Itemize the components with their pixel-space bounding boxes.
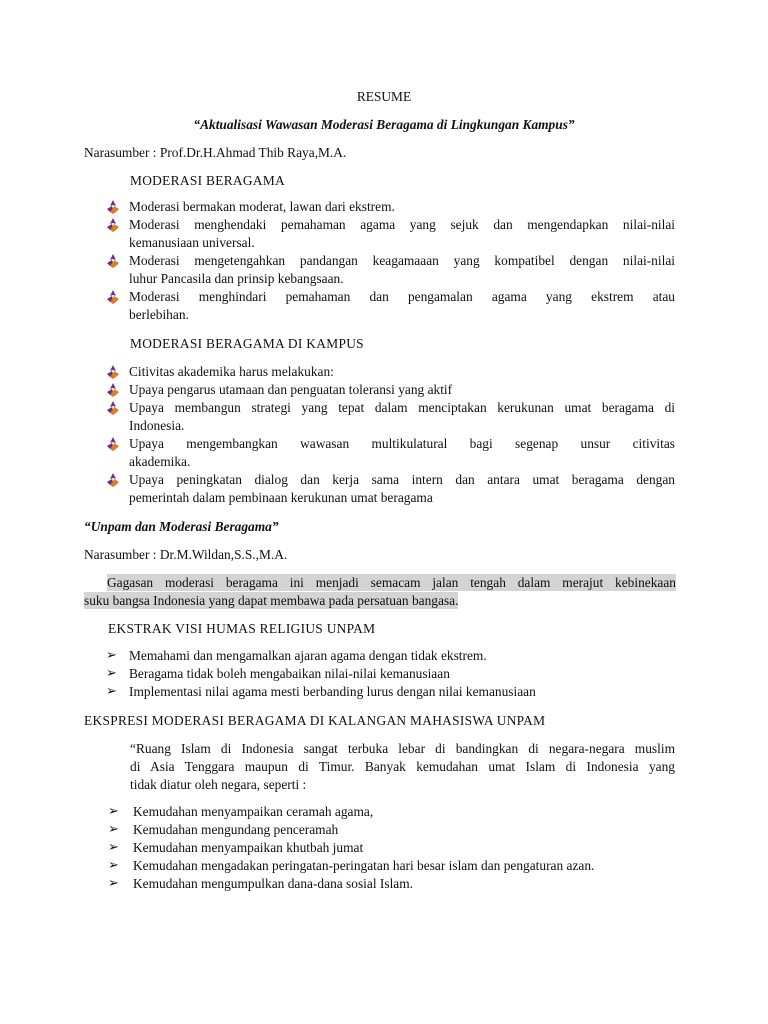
diamond-bullet-icon (106, 437, 120, 451)
quote-line: “Ruang Islam di Indonesia sangat terbuka lebar di bandingkan di negara-negara muslim (130, 741, 675, 756)
arrow-bullet-icon: ➢ (108, 858, 119, 873)
diamond-bullet-icon (106, 200, 120, 214)
diamond-bullet-icon (106, 218, 120, 232)
section-heading: MODERASI BERAGAMA DI KAMPUS (130, 336, 364, 351)
diamond-bullet-icon (106, 365, 120, 379)
diamond-bullet-icon (106, 254, 120, 268)
quote-line: tidak diatur oleh negara, seperti : (130, 777, 307, 792)
paragraph-line: suku bangsa Indonesia yang dapat membawa pada persatuan bangasa. (84, 593, 459, 608)
list-item-text: kemanusiaan universal. (129, 235, 255, 250)
list-item-text: luhur Pancasila dan prinsip kebangsaan. (129, 271, 344, 286)
arrow-bullet-icon: ➢ (106, 684, 117, 699)
list-item-text: Implementasi nilai agama mesti berbanding lurus dengan nilai kemanusiaan (129, 684, 536, 699)
list-item-text: Upaya mengembangkan wawasan multikulatural bagi segenap unsur citivitas (129, 436, 675, 451)
list-item-text: Kemudahan mengadakan peringatan-peringatan hari besar islam dan pengaturan azan. (133, 858, 595, 873)
quote-line: di Asia Tenggara maupun di Timur. Banyak kemudahan umat Islam di Indonesia yang (130, 759, 675, 774)
list-item-text: akademika. (129, 454, 191, 469)
list-item-text: Upaya membangun strategi yang tepat dalam menciptakan kerukunan umat beragama di (129, 400, 675, 415)
speaker-line: Narasumber : Dr.M.Wildan,S.S.,M.A. (84, 547, 288, 562)
paragraph-line: Gagasan moderasi beragama ini menjadi semacam jalan tengah dalam merajut kebinekaan (107, 575, 676, 590)
section-title: “Unpam dan Moderasi Beragama” (84, 519, 279, 534)
list-item-text: Kemudahan mengumpulkan dana-dana sosial Islam. (133, 876, 414, 891)
diamond-bullet-icon (106, 473, 120, 487)
list-item-text: Kemudahan menyampaikan ceramah agama, (133, 804, 374, 819)
list-item-text: berlebihan. (129, 307, 189, 322)
document-title: “Aktualisasi Wawasan Moderasi Beragama di Lingkungan Kampus” (193, 117, 575, 132)
list-item-text: Kemudahan mengundang penceramah (133, 822, 339, 837)
section-heading: EKSPRESI MODERASI BERAGAMA DI KALANGAN MAHASISWA UNPAM (84, 713, 546, 728)
arrow-bullet-icon: ➢ (108, 876, 119, 891)
arrow-bullet-icon: ➢ (106, 648, 117, 663)
list-item-text: Moderasi bermakan moderat, lawan dari ekstrem. (129, 199, 395, 214)
list-item-text: Indonesia. (129, 418, 185, 433)
list-item-text: pemerintah dalam pembinaan kerukunan umat beragama (129, 490, 433, 505)
list-item-text: Upaya peningkatan dialog dan kerja sama intern dan antara umat beragama dengan (129, 472, 675, 487)
resume-label: RESUME (356, 89, 412, 104)
list-item-text: Citivitas akademika harus melakukan: (129, 364, 334, 379)
diamond-bullet-icon (106, 401, 120, 415)
list-item-text: Moderasi mengetengahkan pandangan keagamaaan yang kompatibel dengan nilai-nilai (129, 253, 675, 268)
list-item-text: Memahami dan mengamalkan ajaran agama dengan tidak ekstrem. (129, 648, 487, 663)
arrow-bullet-icon: ➢ (108, 840, 119, 855)
list-item-text: Moderasi menghendaki pemahaman agama yang sejuk dan mengendapkan nilai-nilai (129, 217, 675, 232)
section-heading: MODERASI BERAGAMA (130, 173, 286, 188)
diamond-bullet-icon (106, 290, 120, 304)
list-item-text: Moderasi menghindari pemahaman dan pengamalan agama yang ekstrem atau (129, 289, 675, 304)
arrow-bullet-icon: ➢ (106, 666, 117, 681)
list-item-text: Beragama tidak boleh mengabaikan nilai-nilai kemanusiaan (129, 666, 450, 681)
diamond-bullet-icon (106, 383, 120, 397)
arrow-bullet-icon: ➢ (108, 822, 119, 837)
section-heading: EKSTRAK VISI HUMAS RELIGIUS UNPAM (108, 621, 376, 636)
list-item-text: Kemudahan menyampaikan khutbah jumat (133, 840, 364, 855)
list-item-text: Upaya pengarus utamaan dan penguatan toleransi yang aktif (129, 382, 453, 397)
arrow-bullet-icon: ➢ (108, 804, 119, 819)
speaker-line: Narasumber : Prof.Dr.H.Ahmad Thib Raya,M.A. (84, 145, 347, 160)
